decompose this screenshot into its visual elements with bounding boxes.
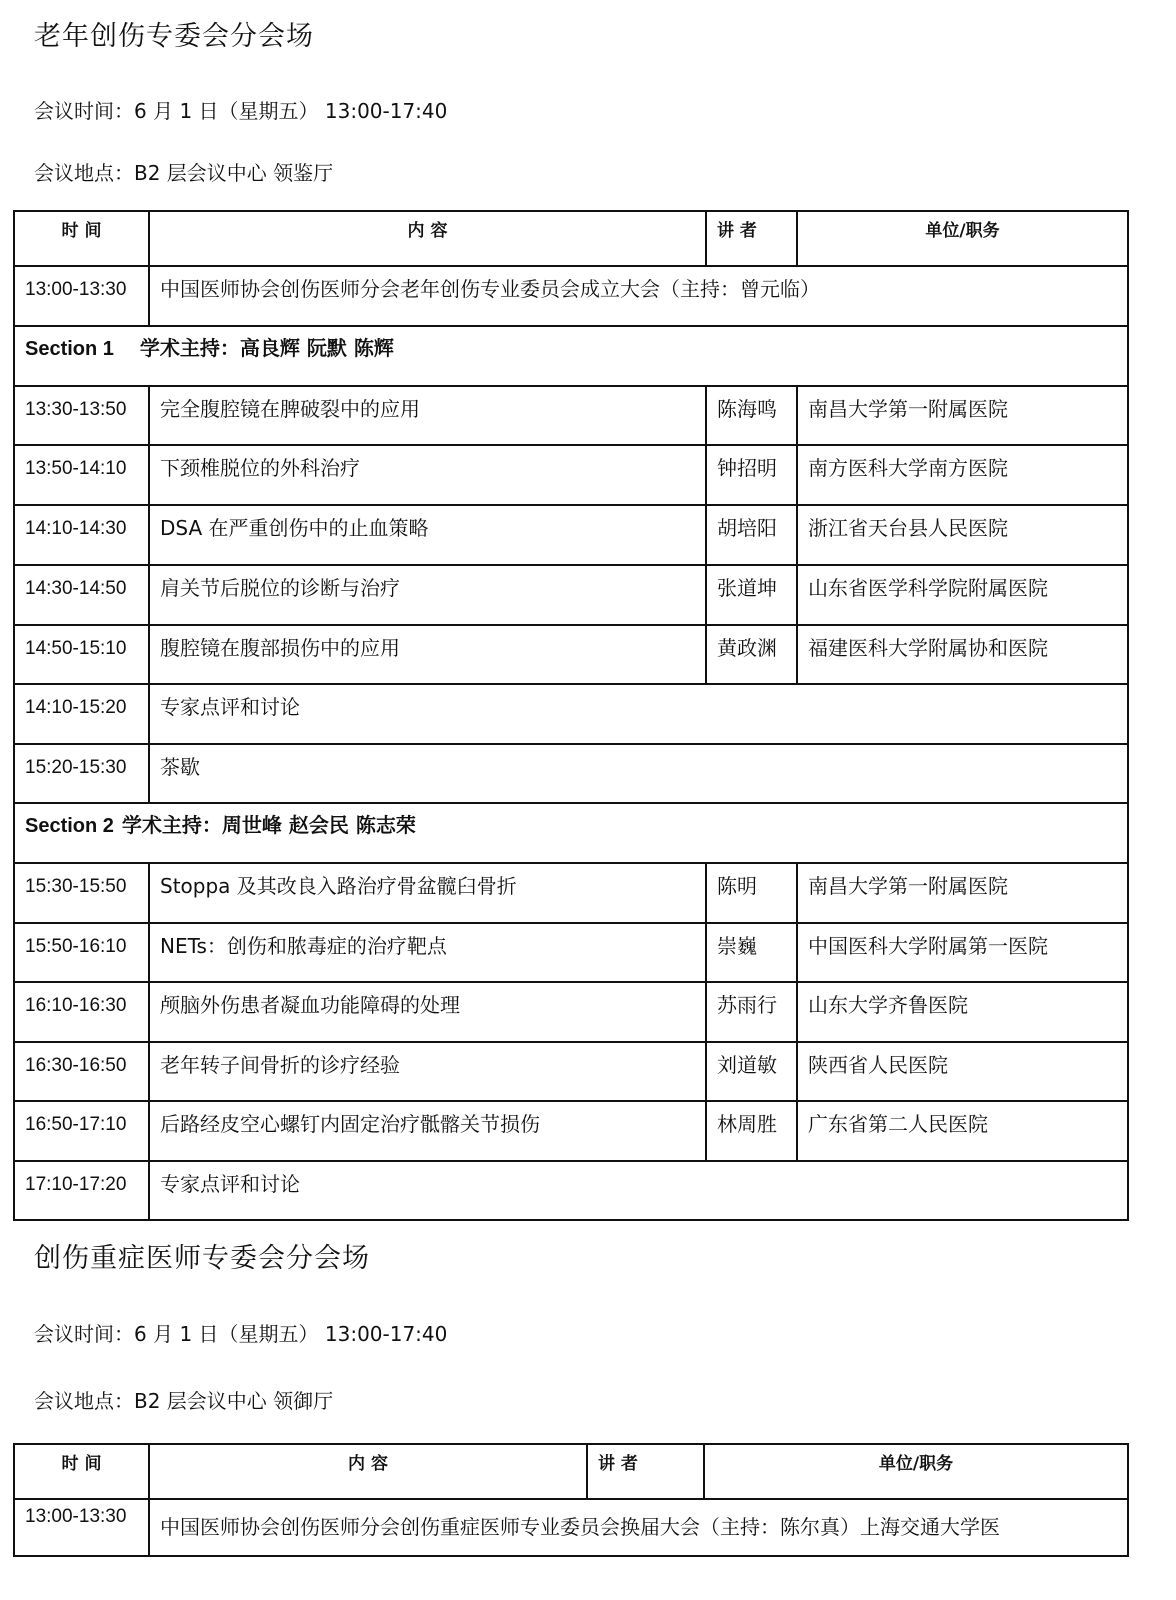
row-unit: 山东省医学科学院附属医院 xyxy=(797,565,1128,625)
table-row xyxy=(14,505,1128,565)
table-row xyxy=(14,1101,1128,1161)
table-row xyxy=(14,684,1128,744)
row-speaker: 陈明 xyxy=(706,863,797,923)
row-content: NETs：创伤和脓毒症的治疗靶点 xyxy=(149,923,706,982)
session2-time: 会议时间：6 月 1 日（星期五） 13:00-17:40 xyxy=(34,1322,448,1346)
row-content: 中国医师协会创伤医师分会老年创伤专业委员会成立大会（主持：曾元临） xyxy=(149,266,1128,326)
row-content: 后路经皮空心螺钉内固定治疗骶髂关节损伤 xyxy=(149,1101,706,1161)
row-time: 14:30-14:50 xyxy=(14,565,149,625)
session2-title: 创伤重症医师专委会分会场 xyxy=(34,1243,370,1274)
table-row xyxy=(14,863,1128,923)
row-time: 14:10-15:20 xyxy=(14,684,149,744)
table-row xyxy=(14,266,1128,326)
table-row xyxy=(14,923,1128,982)
row-time: 13:00-13:30 xyxy=(14,266,149,326)
row-speaker: 刘道敏 xyxy=(706,1042,797,1101)
table-row xyxy=(14,1042,1128,1101)
row-speaker: 钟招明 xyxy=(706,445,797,505)
row-unit: 南方医科大学南方医院 xyxy=(797,445,1128,505)
table-header-row xyxy=(14,1444,1128,1499)
row-time: 17:10-17:20 xyxy=(14,1161,149,1220)
section-header xyxy=(14,803,1128,863)
table-row xyxy=(14,744,1128,803)
section-hosts: 学术主持：高良辉 阮默 陈辉 xyxy=(139,336,394,360)
session1-place: 会议地点：B2 层会议中心 领鉴厅 xyxy=(34,161,334,185)
table-row xyxy=(14,386,1128,445)
row-time: 15:30-15:50 xyxy=(14,863,149,923)
row-unit: 福建医科大学附属协和医院 xyxy=(797,625,1128,684)
row-content: 专家点评和讨论 xyxy=(149,1161,1128,1220)
row-content: 颅脑外伤患者凝血功能障碍的处理 xyxy=(149,982,706,1042)
row-time: 13:30-13:50 xyxy=(14,386,149,445)
session1-time: 会议时间：6 月 1 日（星期五） 13:00-17:40 xyxy=(34,99,448,123)
section-label: Section 1 xyxy=(25,338,114,360)
row-content: 腹腔镜在腹部损伤中的应用 xyxy=(149,625,706,684)
table-row xyxy=(14,1499,1128,1556)
row-speaker: 陈海鸣 xyxy=(706,386,797,445)
row-content: DSA 在严重创伤中的止血策略 xyxy=(149,505,706,565)
row-unit: 南昌大学第一附属医院 xyxy=(797,386,1128,445)
row-time: 16:30-16:50 xyxy=(14,1042,149,1101)
row-unit: 广东省第二人民医院 xyxy=(797,1101,1128,1161)
row-unit: 浙江省天台县人民医院 xyxy=(797,505,1128,565)
row-content: 茶歇 xyxy=(149,744,1128,803)
row-unit: 陕西省人民医院 xyxy=(797,1042,1128,1101)
section-header xyxy=(14,326,1128,386)
row-time: 16:50-17:10 xyxy=(14,1101,149,1161)
row-content: 中国医师协会创伤医师分会创伤重症医师专业委员会换届大会（主持：陈尔真）上海交通大学医 xyxy=(149,1499,1128,1556)
row-unit: 南昌大学第一附属医院 xyxy=(797,863,1128,923)
row-time: 15:50-16:10 xyxy=(14,923,149,982)
header-time: 时 间 xyxy=(14,1444,149,1499)
table-row xyxy=(14,1161,1128,1220)
session2-place: 会议地点：B2 层会议中心 领御厅 xyxy=(34,1389,334,1413)
row-speaker: 胡培阳 xyxy=(706,505,797,565)
row-speaker: 崇巍 xyxy=(706,923,797,982)
table-row xyxy=(14,625,1128,684)
header-content: 内 容 xyxy=(149,211,706,266)
row-content: 专家点评和讨论 xyxy=(149,684,1128,744)
row-speaker: 黄政渊 xyxy=(706,625,797,684)
session1-title: 老年创伤专委会分会场 xyxy=(34,21,314,52)
row-content: 完全腹腔镜在脾破裂中的应用 xyxy=(149,386,706,445)
row-content: 老年转子间骨折的诊疗经验 xyxy=(149,1042,706,1101)
header-time: 时 间 xyxy=(14,211,149,266)
section-row xyxy=(14,803,1128,863)
row-time: 16:10-16:30 xyxy=(14,982,149,1042)
session2-schedule-table xyxy=(13,1443,1129,1557)
row-speaker: 苏雨行 xyxy=(706,982,797,1042)
table-row xyxy=(14,445,1128,505)
section-hosts: 学术主持：周世峰 赵会民 陈志荣 xyxy=(121,813,416,837)
row-content: Stoppa 及其改良入路治疗骨盆髋臼骨折 xyxy=(149,863,706,923)
row-content: 肩关节后脱位的诊断与治疗 xyxy=(149,565,706,625)
header-speaker: 讲 者 xyxy=(587,1444,704,1499)
section-row xyxy=(14,326,1128,386)
row-time: 13:00-13:30 xyxy=(14,1499,149,1556)
row-unit: 山东大学齐鲁医院 xyxy=(797,982,1128,1042)
table-row xyxy=(14,982,1128,1042)
header-speaker: 讲 者 xyxy=(706,211,797,266)
table-row xyxy=(14,565,1128,625)
header-unit: 单位/职务 xyxy=(797,211,1128,266)
header-content: 内 容 xyxy=(149,1444,587,1499)
session1-schedule-table xyxy=(13,210,1129,1221)
row-time: 14:10-14:30 xyxy=(14,505,149,565)
header-unit: 单位/职务 xyxy=(704,1444,1128,1499)
table-header-row xyxy=(14,211,1128,266)
row-speaker: 张道坤 xyxy=(706,565,797,625)
row-time: 13:50-14:10 xyxy=(14,445,149,505)
row-unit: 中国医科大学附属第一医院 xyxy=(797,923,1128,982)
section-label: Section 2 xyxy=(25,815,114,837)
row-content: 下颈椎脱位的外科治疗 xyxy=(149,445,706,505)
row-time: 14:50-15:10 xyxy=(14,625,149,684)
row-speaker: 林周胜 xyxy=(706,1101,797,1161)
row-time: 15:20-15:30 xyxy=(14,744,149,803)
